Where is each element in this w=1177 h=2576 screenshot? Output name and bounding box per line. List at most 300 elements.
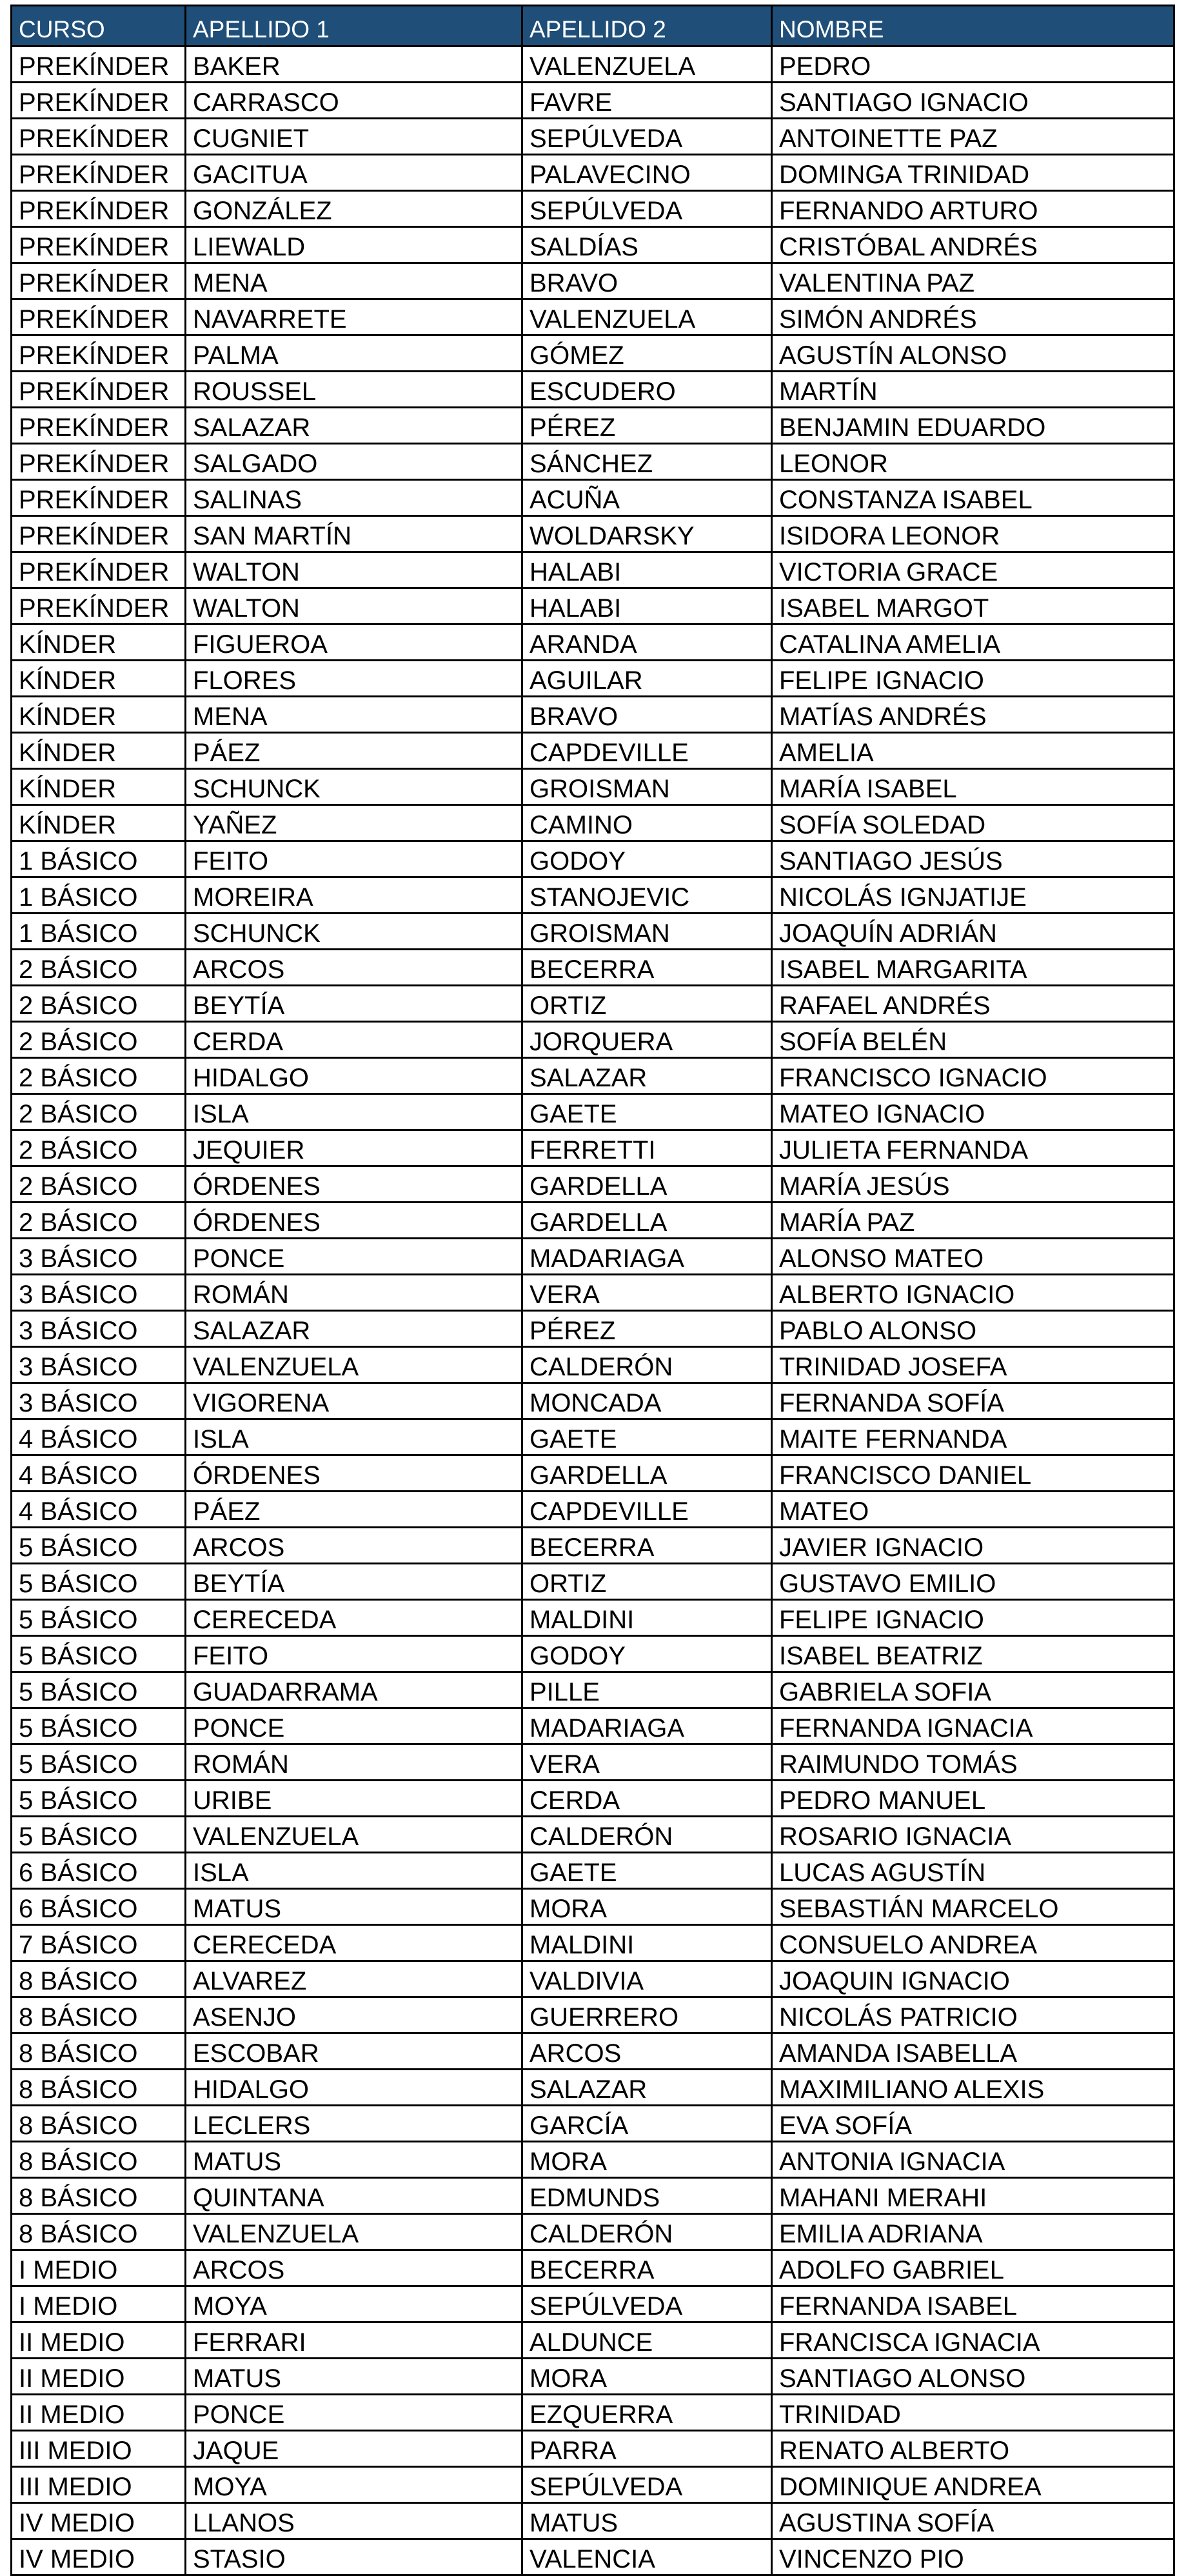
cell-nombre: SEBASTIÁN MARCELO [772, 1889, 1174, 1925]
table-row [12, 2467, 1174, 2503]
cell-nombre: CONSTANZA ISABEL [772, 480, 1174, 516]
cell-apellido-1: MATUS [186, 1889, 522, 1925]
cell-apellido-2: VALENZUELA [522, 299, 772, 335]
cell-apellido-1: ISLA [186, 1419, 522, 1455]
cell-curso: 1 BÁSICO [12, 877, 186, 914]
cell-apellido-2: PILLE [522, 1672, 772, 1708]
cell-nombre: JAVIER IGNACIO [772, 1528, 1174, 1564]
cell-apellido-2: GROISMAN [522, 769, 772, 805]
cell-curso: 2 BÁSICO [12, 1166, 186, 1203]
cell-apellido-1: PÁEZ [186, 733, 522, 769]
cell-apellido-1: LLANOS [186, 2503, 522, 2539]
table-row [12, 552, 1174, 588]
cell-apellido-2: VERA [522, 1275, 772, 1311]
cell-apellido-2: GROISMAN [522, 914, 772, 950]
cell-apellido-2: MADARIAGA [522, 1708, 772, 1744]
table-row [12, 1419, 1174, 1455]
cell-nombre: JOAQUIN IGNACIO [772, 1961, 1174, 1997]
cell-apellido-2: ARCOS [522, 2033, 772, 2070]
cell-apellido-1: URIBE [186, 1781, 522, 1817]
cell-apellido-2: FERRETTI [522, 1130, 772, 1166]
cell-curso: 7 BÁSICO [12, 1925, 186, 1961]
cell-nombre: RAIMUNDO TOMÁS [772, 1744, 1174, 1781]
cell-apellido-2: MADARIAGA [522, 1239, 772, 1275]
table-body [12, 46, 1174, 2575]
cell-nombre: JOAQUÍN ADRIÁN [772, 914, 1174, 950]
cell-apellido-1: FLORES [186, 661, 522, 697]
cell-apellido-1: WALTON [186, 552, 522, 588]
cell-apellido-2: SEPÚLVEDA [522, 2467, 772, 2503]
cell-curso: 3 BÁSICO [12, 1347, 186, 1383]
cell-curso: 8 BÁSICO [12, 2142, 186, 2178]
cell-apellido-1: SCHUNCK [186, 769, 522, 805]
table-row [12, 805, 1174, 841]
table-row [12, 2070, 1174, 2106]
cell-apellido-2: MORA [522, 1889, 772, 1925]
cell-curso: PREKÍNDER [12, 372, 186, 408]
cell-apellido-1: ÓRDENES [186, 1455, 522, 1492]
table-row [12, 299, 1174, 335]
cell-nombre: PABLO ALONSO [772, 1311, 1174, 1347]
cell-curso: 2 BÁSICO [12, 1130, 186, 1166]
table-row [12, 227, 1174, 263]
table-row [12, 2431, 1174, 2467]
cell-nombre: CRISTÓBAL ANDRÉS [772, 227, 1174, 263]
cell-nombre: SANTIAGO IGNACIO [772, 83, 1174, 119]
student-list-sheet [10, 5, 1173, 2576]
cell-nombre: ALBERTO IGNACIO [772, 1275, 1174, 1311]
cell-curso: PREKÍNDER [12, 227, 186, 263]
cell-curso: II MEDIO [12, 2359, 186, 2395]
cell-apellido-2: EZQUERRA [522, 2395, 772, 2431]
cell-curso: 2 BÁSICO [12, 1203, 186, 1239]
cell-apellido-1: ROMÁN [186, 1275, 522, 1311]
cell-curso: PREKÍNDER [12, 263, 186, 299]
cell-apellido-2: GARDELLA [522, 1203, 772, 1239]
cell-curso: 8 BÁSICO [12, 2178, 186, 2214]
table-row [12, 1961, 1174, 1997]
cell-apellido-2: GAETE [522, 1094, 772, 1130]
cell-apellido-2: PARRA [522, 2431, 772, 2467]
cell-apellido-1: MATUS [186, 2142, 522, 2178]
cell-nombre: FELIPE IGNACIO [772, 661, 1174, 697]
cell-nombre: MAHANI MERAHI [772, 2178, 1174, 2214]
cell-apellido-2: SEPÚLVEDA [522, 119, 772, 155]
table-row [12, 2286, 1174, 2322]
cell-apellido-1: MATUS [186, 2359, 522, 2395]
cell-apellido-2: JORQUERA [522, 1022, 772, 1058]
cell-apellido-1: NAVARRETE [186, 299, 522, 335]
table-row [12, 1528, 1174, 1564]
cell-curso: 3 BÁSICO [12, 1311, 186, 1347]
cell-nombre: EMILIA ADRIANA [772, 2214, 1174, 2250]
cell-curso: IV MEDIO [12, 2539, 186, 2575]
cell-nombre: LUCAS AGUSTÍN [772, 1853, 1174, 1889]
cell-curso: PREKÍNDER [12, 191, 186, 227]
cell-curso: PREKÍNDER [12, 335, 186, 372]
cell-curso: 5 BÁSICO [12, 1817, 186, 1853]
table-row [12, 624, 1174, 661]
cell-apellido-2: SALAZAR [522, 1058, 772, 1094]
student-table [10, 5, 1175, 2576]
table-row [12, 1094, 1174, 1130]
column-header-apellido-1: APELLIDO 1 [186, 6, 522, 46]
cell-apellido-2: MALDINI [522, 1925, 772, 1961]
cell-apellido-1: GONZÁLEZ [186, 191, 522, 227]
cell-nombre: LEONOR [772, 444, 1174, 480]
table-row [12, 2033, 1174, 2070]
table-row [12, 733, 1174, 769]
cell-apellido-1: PONCE [186, 2395, 522, 2431]
cell-apellido-1: JAQUE [186, 2431, 522, 2467]
cell-apellido-2: GARDELLA [522, 1166, 772, 1203]
cell-apellido-2: STANOJEVIC [522, 877, 772, 914]
cell-nombre: FERNANDA IGNACIA [772, 1708, 1174, 1744]
table-row [12, 986, 1174, 1022]
cell-nombre: PEDRO MANUEL [772, 1781, 1174, 1817]
cell-curso: PREKÍNDER [12, 299, 186, 335]
cell-nombre: SANTIAGO JESÚS [772, 841, 1174, 877]
table-row [12, 2142, 1174, 2178]
cell-nombre: FRANCISCO DANIEL [772, 1455, 1174, 1492]
cell-apellido-1: STASIO [186, 2539, 522, 2575]
table-row [12, 1058, 1174, 1094]
cell-apellido-2: BECERRA [522, 1528, 772, 1564]
table-row [12, 1275, 1174, 1311]
cell-nombre: ISABEL BEATRIZ [772, 1636, 1174, 1672]
cell-apellido-1: HIDALGO [186, 1058, 522, 1094]
cell-curso: 5 BÁSICO [12, 1744, 186, 1781]
table-row [12, 1672, 1174, 1708]
cell-curso: PREKÍNDER [12, 408, 186, 444]
table-row [12, 263, 1174, 299]
cell-apellido-2: ARANDA [522, 624, 772, 661]
table-row [12, 697, 1174, 733]
table-row [12, 1383, 1174, 1419]
cell-curso: 5 BÁSICO [12, 1636, 186, 1672]
cell-nombre: MATEO [772, 1492, 1174, 1528]
cell-apellido-1: SCHUNCK [186, 914, 522, 950]
cell-apellido-2: ACUÑA [522, 480, 772, 516]
cell-curso: KÍNDER [12, 805, 186, 841]
table-row [12, 1744, 1174, 1781]
cell-apellido-2: HALABI [522, 588, 772, 624]
cell-nombre: ALONSO MATEO [772, 1239, 1174, 1275]
cell-curso: PREKÍNDER [12, 552, 186, 588]
cell-apellido-2: CALDERÓN [522, 2214, 772, 2250]
cell-curso: 8 BÁSICO [12, 2106, 186, 2142]
cell-apellido-1: SALAZAR [186, 1311, 522, 1347]
cell-apellido-1: VALENZUELA [186, 1817, 522, 1853]
cell-apellido-2: VERA [522, 1744, 772, 1781]
cell-nombre: MARÍA ISABEL [772, 769, 1174, 805]
column-header-apellido-2: APELLIDO 2 [522, 6, 772, 46]
cell-curso: IV MEDIO [12, 2503, 186, 2539]
cell-apellido-2: CERDA [522, 1781, 772, 1817]
cell-nombre: FERNANDA ISABEL [772, 2286, 1174, 2322]
cell-curso: 5 BÁSICO [12, 1708, 186, 1744]
table-row [12, 2250, 1174, 2286]
cell-nombre: MAITE FERNANDA [772, 1419, 1174, 1455]
cell-curso: 2 BÁSICO [12, 986, 186, 1022]
cell-nombre: DOMINGA TRINIDAD [772, 155, 1174, 191]
cell-apellido-2: CALDERÓN [522, 1347, 772, 1383]
cell-nombre: MARÍA JESÚS [772, 1166, 1174, 1203]
cell-apellido-2: SEPÚLVEDA [522, 2286, 772, 2322]
cell-nombre: CATALINA AMELIA [772, 624, 1174, 661]
cell-apellido-1: SAN MARTÍN [186, 516, 522, 552]
cell-curso: KÍNDER [12, 733, 186, 769]
cell-curso: 1 BÁSICO [12, 841, 186, 877]
cell-apellido-1: ASENJO [186, 1997, 522, 2033]
cell-apellido-2: AGUILAR [522, 661, 772, 697]
cell-apellido-1: ARCOS [186, 950, 522, 986]
cell-nombre: MAXIMILIANO ALEXIS [772, 2070, 1174, 2106]
cell-apellido-2: GÓMEZ [522, 335, 772, 372]
cell-apellido-1: ALVAREZ [186, 1961, 522, 1997]
cell-nombre: JULIETA FERNANDA [772, 1130, 1174, 1166]
table-row [12, 1817, 1174, 1853]
cell-nombre: SIMÓN ANDRÉS [772, 299, 1174, 335]
cell-apellido-2: BRAVO [522, 697, 772, 733]
table-row [12, 335, 1174, 372]
cell-nombre: PEDRO [772, 46, 1174, 83]
table-row [12, 119, 1174, 155]
cell-apellido-1: PONCE [186, 1708, 522, 1744]
table-row [12, 191, 1174, 227]
cell-apellido-1: CARRASCO [186, 83, 522, 119]
table-row [12, 2395, 1174, 2431]
table-row [12, 1564, 1174, 1600]
cell-apellido-1: JEQUIER [186, 1130, 522, 1166]
cell-apellido-2: MONCADA [522, 1383, 772, 1419]
cell-curso: 5 BÁSICO [12, 1528, 186, 1564]
table-row [12, 46, 1174, 83]
cell-apellido-2: MORA [522, 2359, 772, 2395]
cell-curso: PREKÍNDER [12, 155, 186, 191]
cell-apellido-1: MOREIRA [186, 877, 522, 914]
table-row [12, 1600, 1174, 1636]
cell-apellido-2: ALDUNCE [522, 2322, 772, 2359]
cell-apellido-2: HALABI [522, 552, 772, 588]
cell-curso: KÍNDER [12, 769, 186, 805]
cell-curso: KÍNDER [12, 661, 186, 697]
table-row [12, 1239, 1174, 1275]
cell-nombre: DOMINIQUE ANDREA [772, 2467, 1174, 2503]
cell-apellido-1: QUINTANA [186, 2178, 522, 2214]
cell-nombre: AGUSTÍN ALONSO [772, 335, 1174, 372]
cell-curso: PREKÍNDER [12, 444, 186, 480]
cell-nombre: AMELIA [772, 733, 1174, 769]
cell-apellido-1: MOYA [186, 2286, 522, 2322]
cell-apellido-2: GAETE [522, 1853, 772, 1889]
cell-apellido-2: BECERRA [522, 950, 772, 986]
cell-curso: 4 BÁSICO [12, 1492, 186, 1528]
cell-apellido-1: LIEWALD [186, 227, 522, 263]
cell-apellido-1: BEYTÍA [186, 986, 522, 1022]
cell-apellido-2: MORA [522, 2142, 772, 2178]
cell-apellido-1: CERECEDA [186, 1925, 522, 1961]
cell-apellido-2: VALDIVIA [522, 1961, 772, 1997]
cell-nombre: GABRIELA SOFIA [772, 1672, 1174, 1708]
cell-apellido-1: FERRARI [186, 2322, 522, 2359]
table-row [12, 1925, 1174, 1961]
cell-nombre: ISABEL MARGOT [772, 588, 1174, 624]
cell-curso: 6 BÁSICO [12, 1889, 186, 1925]
cell-curso: I MEDIO [12, 2286, 186, 2322]
cell-apellido-1: ÓRDENES [186, 1166, 522, 1203]
cell-curso: 1 BÁSICO [12, 914, 186, 950]
table-row [12, 480, 1174, 516]
table-row [12, 1997, 1174, 2033]
table-row [12, 1781, 1174, 1817]
table-row [12, 1166, 1174, 1203]
cell-curso: PREKÍNDER [12, 83, 186, 119]
cell-apellido-2: VALENCIA [522, 2539, 772, 2575]
cell-curso: 4 BÁSICO [12, 1455, 186, 1492]
cell-nombre: VINCENZO PIO [772, 2539, 1174, 2575]
table-row [12, 1311, 1174, 1347]
cell-nombre: MARÍA PAZ [772, 1203, 1174, 1239]
table-row [12, 661, 1174, 697]
cell-curso: 3 BÁSICO [12, 1239, 186, 1275]
cell-apellido-1: ARCOS [186, 1528, 522, 1564]
table-row [12, 877, 1174, 914]
cell-curso: I MEDIO [12, 2250, 186, 2286]
cell-nombre: VALENTINA PAZ [772, 263, 1174, 299]
cell-curso: KÍNDER [12, 697, 186, 733]
cell-apellido-1: FIGUEROA [186, 624, 522, 661]
cell-apellido-2: ORTIZ [522, 1564, 772, 1600]
cell-nombre: ISABEL MARGARITA [772, 950, 1174, 986]
cell-apellido-1: PÁEZ [186, 1492, 522, 1528]
cell-apellido-1: ROMÁN [186, 1744, 522, 1781]
cell-apellido-1: YAÑEZ [186, 805, 522, 841]
cell-curso: KÍNDER [12, 624, 186, 661]
cell-nombre: EVA SOFÍA [772, 2106, 1174, 2142]
cell-nombre: ISIDORA LEONOR [772, 516, 1174, 552]
cell-nombre: FERNANDA SOFÍA [772, 1383, 1174, 1419]
cell-apellido-2: SÁNCHEZ [522, 444, 772, 480]
cell-apellido-1: SALGADO [186, 444, 522, 480]
cell-apellido-1: PONCE [186, 1239, 522, 1275]
cell-apellido-2: ORTIZ [522, 986, 772, 1022]
table-row [12, 2106, 1174, 2142]
cell-apellido-1: WALTON [186, 588, 522, 624]
table-row [12, 2178, 1174, 2214]
cell-nombre: ANTOINETTE PAZ [772, 119, 1174, 155]
cell-apellido-2: GARCÍA [522, 2106, 772, 2142]
cell-curso: II MEDIO [12, 2322, 186, 2359]
table-row [12, 2214, 1174, 2250]
cell-curso: II MEDIO [12, 2395, 186, 2431]
cell-nombre: FELIPE IGNACIO [772, 1600, 1174, 1636]
cell-apellido-1: BEYTÍA [186, 1564, 522, 1600]
table-row [12, 2503, 1174, 2539]
cell-nombre: ANTONIA IGNACIA [772, 2142, 1174, 2178]
cell-apellido-2: ESCUDERO [522, 372, 772, 408]
table-row [12, 372, 1174, 408]
cell-curso: 3 BÁSICO [12, 1383, 186, 1419]
column-header-nombre: NOMBRE [772, 6, 1174, 46]
table-row [12, 769, 1174, 805]
cell-curso: 5 BÁSICO [12, 1672, 186, 1708]
cell-nombre: ROSARIO IGNACIA [772, 1817, 1174, 1853]
cell-apellido-2: FAVRE [522, 83, 772, 119]
table-row [12, 155, 1174, 191]
cell-apellido-1: VIGORENA [186, 1383, 522, 1419]
cell-apellido-1: CUGNIET [186, 119, 522, 155]
cell-apellido-1: CERDA [186, 1022, 522, 1058]
cell-curso: 4 BÁSICO [12, 1419, 186, 1455]
cell-apellido-2: MALDINI [522, 1600, 772, 1636]
cell-curso: PREKÍNDER [12, 588, 186, 624]
cell-nombre: FRANCISCA IGNACIA [772, 2322, 1174, 2359]
cell-nombre: GUSTAVO EMILIO [772, 1564, 1174, 1600]
cell-apellido-1: MOYA [186, 2467, 522, 2503]
cell-apellido-1: ISLA [186, 1094, 522, 1130]
cell-nombre: BENJAMIN EDUARDO [772, 408, 1174, 444]
cell-apellido-1: VALENZUELA [186, 2214, 522, 2250]
table-row [12, 444, 1174, 480]
header-row [12, 6, 1174, 46]
cell-apellido-1: VALENZUELA [186, 1347, 522, 1383]
table-row [12, 841, 1174, 877]
cell-curso: PREKÍNDER [12, 119, 186, 155]
table-row [12, 950, 1174, 986]
cell-curso: 6 BÁSICO [12, 1853, 186, 1889]
table-row [12, 516, 1174, 552]
cell-apellido-2: GAETE [522, 1419, 772, 1455]
cell-apellido-1: MENA [186, 263, 522, 299]
cell-apellido-1: PALMA [186, 335, 522, 372]
cell-curso: 8 BÁSICO [12, 1961, 186, 1997]
cell-curso: 2 BÁSICO [12, 1058, 186, 1094]
cell-apellido-2: PÉREZ [522, 408, 772, 444]
cell-nombre: TRINIDAD [772, 2395, 1174, 2431]
table-row [12, 1889, 1174, 1925]
cell-curso: 2 BÁSICO [12, 1094, 186, 1130]
cell-apellido-1: MENA [186, 697, 522, 733]
cell-nombre: SANTIAGO ALONSO [772, 2359, 1174, 2395]
cell-apellido-1: ROUSSEL [186, 372, 522, 408]
table-row [12, 1636, 1174, 1672]
cell-curso: III MEDIO [12, 2467, 186, 2503]
table-row [12, 1347, 1174, 1383]
cell-apellido-2: VALENZUELA [522, 46, 772, 83]
table-row [12, 2359, 1174, 2395]
cell-nombre: CONSUELO ANDREA [772, 1925, 1174, 1961]
cell-curso: 5 BÁSICO [12, 1600, 186, 1636]
table-row [12, 408, 1174, 444]
cell-apellido-2: PALAVECINO [522, 155, 772, 191]
cell-apellido-2: SALAZAR [522, 2070, 772, 2106]
cell-curso: 8 BÁSICO [12, 2033, 186, 2070]
cell-curso: III MEDIO [12, 2431, 186, 2467]
cell-apellido-1: FEITO [186, 1636, 522, 1672]
cell-apellido-1: BAKER [186, 46, 522, 83]
cell-apellido-2: BECERRA [522, 2250, 772, 2286]
table-row [12, 588, 1174, 624]
cell-apellido-1: ESCOBAR [186, 2033, 522, 2070]
cell-nombre: SOFÍA SOLEDAD [772, 805, 1174, 841]
table-row [12, 1130, 1174, 1166]
cell-apellido-2: WOLDARSKY [522, 516, 772, 552]
cell-curso: 2 BÁSICO [12, 950, 186, 986]
cell-nombre: RAFAEL ANDRÉS [772, 986, 1174, 1022]
cell-apellido-2: MATUS [522, 2503, 772, 2539]
cell-apellido-2: CAPDEVILLE [522, 733, 772, 769]
